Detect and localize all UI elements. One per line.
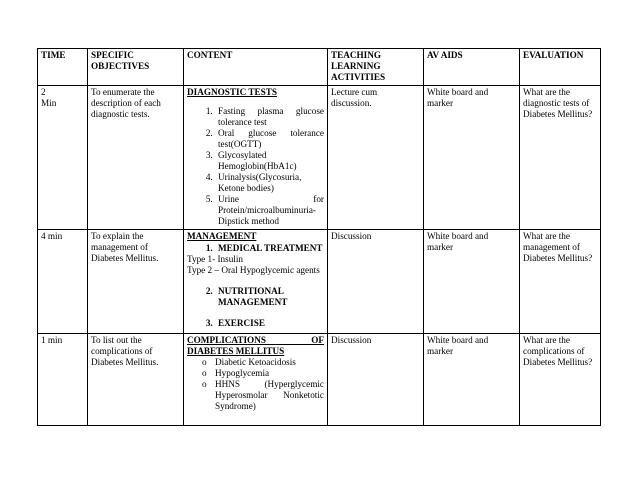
objectives-cell: To enumerate the description of each diagnostic tests.: [88, 86, 184, 230]
time-cell: 2 Min: [38, 86, 88, 230]
content-title: COMPLICATIONS OF DIABETES MELLITUS: [187, 335, 324, 356]
header-av-aids: AV AIDS: [424, 49, 520, 86]
av-aids-cell: White board and marker: [424, 334, 520, 426]
content-line: Type 2 – Oral Hypoglycemic agents: [187, 265, 320, 275]
list-item: 3. EXERCISE: [215, 318, 324, 329]
content-title: DIAGNOSTIC TESTS: [187, 87, 277, 97]
header-row: [38, 49, 601, 86]
list-item: 3. Glycosylated Hemoglobin(HbA1c): [215, 150, 324, 172]
content-cell: [184, 86, 328, 230]
header-specific-objectives: SPECIFIC OBJECTIVES: [88, 49, 184, 86]
content-title: MANAGEMENT: [187, 231, 257, 241]
evaluation-cell: What are the diagnostic tests of Diabetes Mellitus?: [520, 86, 601, 230]
management-sub-3: [187, 318, 324, 329]
management-sub-2: [187, 286, 324, 308]
content-line: Type 1- Insulin: [187, 254, 244, 264]
diagnostic-tests-list: [187, 106, 324, 227]
lesson-plan-table: [37, 48, 601, 426]
time-cell: 4 min: [38, 230, 88, 334]
objectives-cell: To explain the management of Diabetes Mellitus.: [88, 230, 184, 334]
complications-list: [187, 357, 324, 412]
table-row: [38, 230, 601, 334]
list-item: 4. Urinalysis(Glycosuria, Ketone bodies): [215, 172, 324, 194]
objectives-cell: To list out the complications of Diabetes Mellitus.: [88, 334, 184, 426]
table-row: [38, 334, 601, 426]
list-item: 2. NUTRITIONAL MANAGEMENT: [215, 286, 324, 308]
time-cell: 1 min: [38, 334, 88, 426]
header-time: TIME: [38, 49, 88, 86]
list-item: 5. Urine for Protein/microalbuminuria-Dipstick method: [215, 194, 324, 227]
av-aids-cell: White board and marker: [424, 230, 520, 334]
activity-cell: Discussion: [328, 230, 424, 334]
list-item: 1. MEDICAL TREATMENT: [215, 243, 324, 254]
evaluation-cell: What are the complications of Diabetes Mellitus?: [520, 334, 601, 426]
activity-cell: Lecture cum discussion.: [328, 86, 424, 230]
list-item: o Hypoglycemia: [202, 368, 324, 379]
content-cell: [184, 230, 328, 334]
header-teaching-learning-activities: TEACHING LEARNING ACTIVITIES: [328, 49, 424, 86]
activity-cell: Discussion: [328, 334, 424, 426]
list-item: o HHNS (Hyperglycemic Hyperosmolar Nonketotic Syndrome): [202, 379, 324, 412]
header-content: CONTENT: [184, 49, 328, 86]
list-item: 2. Oral glucose tolerance test(OGTT): [215, 128, 324, 150]
header-evaluation: EVALUATION: [520, 49, 601, 86]
list-item: 1. Fasting plasma glucose tolerance test: [215, 106, 324, 128]
table-row: [38, 86, 601, 230]
list-item: o Diabetic Ketoacidosis: [202, 357, 324, 368]
content-cell: [184, 334, 328, 426]
av-aids-cell: White board and marker: [424, 86, 520, 230]
management-sub-1: [187, 243, 324, 254]
evaluation-cell: What are the management of Diabetes Mellitus?: [520, 230, 601, 334]
